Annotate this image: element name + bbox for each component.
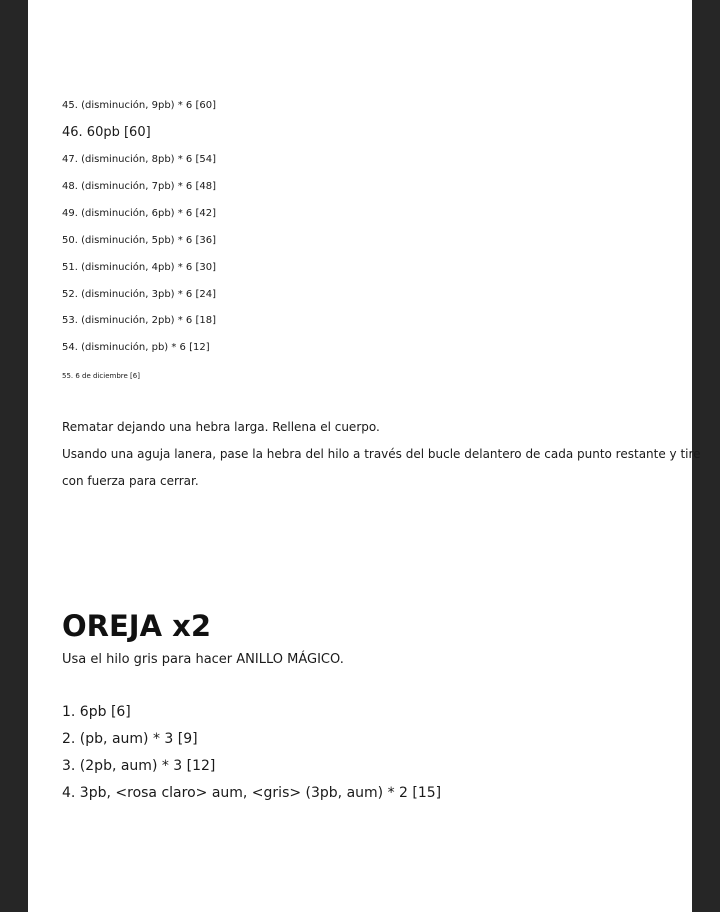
pattern-row-45: 45. (disminución, 9pb) * 6 [60]	[62, 100, 216, 111]
finish-instruction-3: con fuerza para cerrar.	[62, 474, 199, 488]
ear-row-1: 1. 6pb [6]	[62, 704, 131, 720]
pattern-row-51: 51. (disminución, 4pb) * 6 [30]	[62, 262, 216, 273]
document-page	[28, 0, 701, 912]
finish-instruction-2: Usando una aguja lanera, pase la hebra del hilo a través del bucle delantero de cada punto restante y tire	[62, 447, 701, 461]
pattern-row-49: 49. (disminución, 6pb) * 6 [42]	[62, 208, 216, 219]
pattern-row-54: 54. (disminución, pb) * 6 [12]	[62, 342, 210, 353]
pattern-row-46: 46. 60pb [60]	[62, 125, 151, 140]
pattern-row-47: 47. (disminución, 8pb) * 6 [54]	[62, 154, 216, 165]
pattern-row-52: 52. (disminución, 3pb) * 6 [24]	[62, 289, 216, 300]
ear-row-2: 2. (pb, aum) * 3 [9]	[62, 731, 198, 747]
section-title: OREJA x2	[62, 609, 212, 643]
pattern-row-50: 50. (disminución, 5pb) * 6 [36]	[62, 235, 216, 246]
pattern-row-48: 48. (disminución, 7pb) * 6 [48]	[62, 181, 216, 192]
pattern-row-53: 53. (disminución, 2pb) * 6 [18]	[62, 315, 216, 326]
section-intro: Usa el hilo gris para hacer ANILLO MÁGICO.	[62, 652, 344, 667]
ear-row-4: 4. 3pb, <rosa claro> aum, <gris> (3pb, aum) * 2 [15]	[62, 785, 442, 801]
ear-row-3: 3. (2pb, aum) * 3 [12]	[62, 758, 216, 774]
pattern-row-55: 55. 6 de diciembre [6]	[62, 372, 140, 380]
finish-instruction-1: Rematar dejando una hebra larga. Rellena el cuerpo.	[62, 420, 380, 434]
